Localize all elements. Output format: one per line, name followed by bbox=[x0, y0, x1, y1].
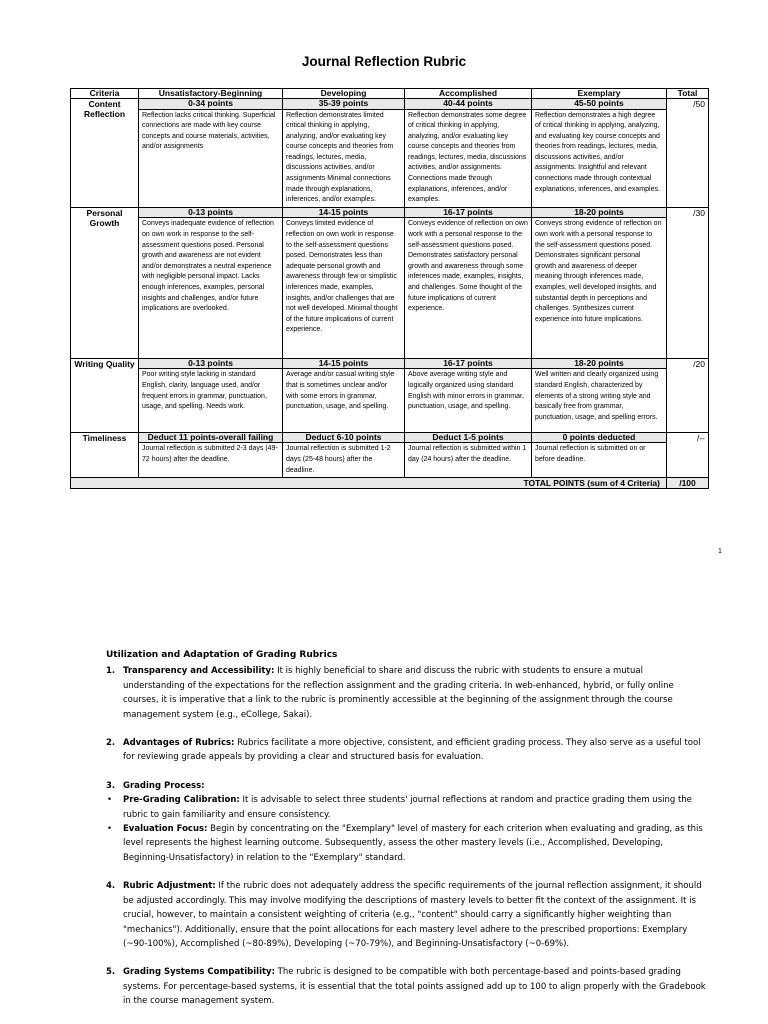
item-text: The rubric is designed to be compatible with both percentage-based and points-based grading systems. For percentage-based systems, it is essential that the total points assigned add up to 100 to align properly with the Gradebook in the course management system. bbox=[123, 967, 706, 1007]
row-total: /30 bbox=[667, 207, 709, 358]
table-footer-row bbox=[71, 478, 709, 489]
points-label: 18-20 points bbox=[532, 359, 666, 370]
cell-description: Above average writing style and logically organized using standard English with minor errors in grammar, punctuation, usage, and spelling. bbox=[408, 371, 524, 411]
bullet-text: Begin by concentrating on the "Exemplary" level of mastery for each criterion when evaluating and grading, as this level represents the highest learning outcome. Subsequently, assess the other mastery levels (i.e., Accomplished, Developing, Beginning-Unsatisfactory) in relation to the "Exemplary" standard. bbox=[123, 824, 703, 863]
section-heading: Utilization and Adaptation of Grading Rubrics bbox=[106, 650, 338, 660]
header-unsatisfactory: Unsatisfactory-Beginning bbox=[139, 89, 283, 99]
rubric-cell bbox=[405, 432, 532, 477]
points-label: 40-44 points bbox=[405, 99, 531, 110]
cell-description: Conveys inadequate evidence of reflection on own work in response to the self-assessment questions posed. Personal growth and awareness are not evident and/or demonstrates a neutral experience with negligible personal impact. Lacks enough inferences, examples, personal insights and challenges, and/or future implications are overlooked. bbox=[142, 220, 274, 313]
table-row bbox=[71, 432, 709, 477]
cell-description: Journal reflection is submitted 1-2 days (25-48 hours) after the deadline. bbox=[286, 445, 391, 474]
cell-description: Reflection demonstrates limited critical thinking in applying, analyzing, and/or evaluating key course concepts and theories from readings, lectures, media, discussions activities, and/or assignments Minimal connections made through explanations, inferences, and/or examples. bbox=[286, 111, 394, 204]
points-label: 14-15 points bbox=[283, 359, 404, 370]
item-text: It is highly beneficial to share and discuss the rubric with students to ensure a mutual understanding of the expectations for the reflection assignment and the grading criteria. In web-enhanced, hybrid, or fully online courses, it is imperative that a link to the rubric is prominently accessible at the beginning of the assignment through the course management system (e.g., eCollege, Sakai). bbox=[123, 666, 674, 720]
points-label: 0-13 points bbox=[139, 208, 282, 219]
points-label: 35-39 points bbox=[283, 99, 404, 110]
points-label: Deduct 6-10 points bbox=[283, 433, 404, 444]
rubric-cell bbox=[532, 432, 667, 477]
item-text: Rubrics facilitate a more objective, consistent, and efficient grading process. They also serve as a useful tool for reviewing grade appeals by providing a clear and structured basis for evaluation. bbox=[123, 738, 701, 763]
rubric-cell bbox=[405, 358, 532, 432]
cell-description: Reflection demonstrates some degree of critical thinking in applying, analyzing, and/or evaluating key course concepts and theories from readings, lectures, media, discussions activities, and/or assignments. Connections made through explanations, inferences, and/or examples. bbox=[408, 111, 527, 204]
item-number: 5. bbox=[106, 967, 116, 978]
points-label: 16-17 points bbox=[405, 359, 531, 370]
points-label: 18-20 points bbox=[532, 208, 666, 219]
item-label: Transparency and Accessibility: bbox=[123, 666, 275, 677]
item-number: 4. bbox=[106, 881, 116, 892]
bullet-icon: • bbox=[107, 795, 113, 806]
page-number: 1 bbox=[718, 548, 722, 555]
cell-description: Conveys limited evidence of reflection on own work in response to the self-assessment questions posed. Demonstrates less than adequate personal growth and awareness through few or simplistic inferences made, examples, insights, and/or challenges that are not well developed. Minimal thought of the future implications of current experience. bbox=[286, 220, 398, 334]
bullet-item bbox=[106, 793, 706, 822]
list-item bbox=[106, 664, 706, 722]
points-label: Deduct 11 points-overall failing bbox=[139, 433, 282, 444]
points-label: 14-15 points bbox=[283, 208, 404, 219]
grand-total: /100 bbox=[667, 478, 709, 489]
cell-description: Journal reflection is submitted on or before deadline. bbox=[535, 445, 646, 463]
header-criteria: Criteria bbox=[71, 89, 139, 99]
cell-description: Journal reflection is submitted within 1 day (24 hours) after the deadline. bbox=[408, 445, 527, 463]
points-label: 0-13 points bbox=[139, 359, 282, 370]
criterion-label: Writing Quality bbox=[71, 358, 139, 432]
header-exemplary: Exemplary bbox=[532, 89, 667, 99]
list-item bbox=[106, 965, 706, 1008]
cell-description: Reflection lacks critical thinking. Superficial connections are made with key course concepts and course materials, activities, and/or assignments bbox=[142, 111, 276, 151]
list-item bbox=[106, 879, 706, 951]
rubric-cell bbox=[283, 99, 405, 208]
rubric-cell bbox=[283, 358, 405, 432]
rubric-usage-section bbox=[106, 648, 706, 1023]
table-row bbox=[71, 99, 709, 208]
row-total: /20 bbox=[667, 358, 709, 432]
rubric-cell bbox=[283, 207, 405, 358]
header-total: Total bbox=[667, 89, 709, 99]
criterion-label: Personal Growth bbox=[71, 207, 139, 358]
item-label: Grading Systems Compatibility: bbox=[123, 967, 275, 978]
list-item bbox=[106, 779, 706, 793]
list-item bbox=[106, 736, 706, 765]
criterion-label: Timeliness bbox=[71, 432, 139, 477]
table-header-row bbox=[71, 89, 709, 99]
bullet-item bbox=[106, 822, 706, 865]
rubric-cell bbox=[532, 358, 667, 432]
item-text: If the rubric does not adequately address the specific requirements of the journal reflection assignment, it should be adjusted accordingly. This may involve modifying the descriptions of mastery levels to better fit the context of the assignment. It is crucial, however, to maintain a consistent weighting of criteria (e.g., "content" should carry a significantly higher weighting than "mechanics"). Additionally, ensure that the point allocations for each mastery level adhere to the prescribed proportions: Exemplary (~90-100%), Accomplished (~80-89%), Developing (~70-79%), and Beginning-Unsatisfactory (~0-69%). bbox=[123, 881, 702, 949]
cell-description: Poor writing style lacking in standard English, clarity, language used, and/or frequent errors in grammar, punctuation, usage, and spelling. Needs work. bbox=[142, 371, 267, 411]
item-number: 1. bbox=[106, 666, 116, 677]
rubric-cell bbox=[532, 99, 667, 208]
row-total: /50 bbox=[667, 99, 709, 208]
item-label: Rubric Adjustment: bbox=[123, 881, 216, 892]
bullet-label: Pre-Grading Calibration: bbox=[123, 795, 240, 806]
cell-description: Reflection demonstrates a high degree of critical thinking in applying, analyzing, and evaluating key course concepts and theories from readings, lectures, media, discussions activities, and/or assignments. Insightful and relevant connections made through contextual explanations, inferences, and examples. bbox=[535, 111, 660, 193]
total-points-label: TOTAL POINTS (sum of 4 Criteria) bbox=[71, 478, 667, 489]
rubric-cell bbox=[405, 99, 532, 208]
points-label: Deduct 1-5 points bbox=[405, 433, 531, 444]
cell-description: Journal reflection is submitted 2-3 days (49-72 hours) after the deadline. bbox=[142, 445, 278, 463]
points-label: 45-50 points bbox=[532, 99, 666, 110]
rubric-cell bbox=[283, 432, 405, 477]
points-label: 0-34 points bbox=[139, 99, 282, 110]
rubric-cell bbox=[532, 207, 667, 358]
rubric-cell bbox=[139, 99, 283, 208]
cell-description: Conveys evidence of reflection on own work with a personal response to the self-assessment questions posed. Demonstrates satisfactory personal growth and awareness through some inferences made, examples, insights, and challenges. Some thought of the future implications of current experience. bbox=[408, 220, 528, 313]
points-label: 16-17 points bbox=[405, 208, 531, 219]
cell-description: Average and/or casual writing style that is sometimes unclear and/or with some errors in grammar, punctuation, usage, and spelling. bbox=[286, 371, 395, 411]
cell-description: Conveys strong evidence of reflection on own work with a personal response to the self-assessment questions posed. Demonstrates significant personal growth and awareness of deeper meaning through inferences made, examples, well developed insights, and substantial depth in perceptions and challenges. Synthesizes current experience into future implications. bbox=[535, 220, 662, 323]
item-label: Grading Process: bbox=[123, 780, 205, 791]
table-row bbox=[71, 358, 709, 432]
bullet-label: Evaluation Focus: bbox=[123, 824, 208, 835]
criterion-label: Content Reflection bbox=[71, 99, 139, 208]
page-title: Journal Reflection Rubric bbox=[301, 54, 467, 69]
points-label: 0 points deducted bbox=[532, 433, 666, 444]
header-accomplished: Accomplished bbox=[405, 89, 532, 99]
rubric-cell bbox=[139, 432, 283, 477]
item-number: 3. bbox=[106, 780, 116, 791]
table-row bbox=[71, 207, 709, 358]
header-developing: Developing bbox=[283, 89, 405, 99]
item-label: Advantages of Rubrics: bbox=[123, 738, 235, 749]
bullet-text: It is advisable to select three students' journal reflections at random and practice grading them using the rubric to gain familiarity and ensure consistency. bbox=[123, 795, 692, 820]
rubric-table bbox=[70, 88, 709, 489]
bullet-icon: • bbox=[107, 824, 113, 835]
rubric-cell bbox=[405, 207, 532, 358]
row-total: /-- bbox=[667, 432, 709, 477]
item-number: 2. bbox=[106, 738, 116, 749]
rubric-cell bbox=[139, 358, 283, 432]
rubric-cell bbox=[139, 207, 283, 358]
cell-description: Well written and clearly organized using standard English, characterized by elements of a strong writing style and basically free from grammar, punctuation, usage, and spelling errors. bbox=[535, 371, 659, 421]
